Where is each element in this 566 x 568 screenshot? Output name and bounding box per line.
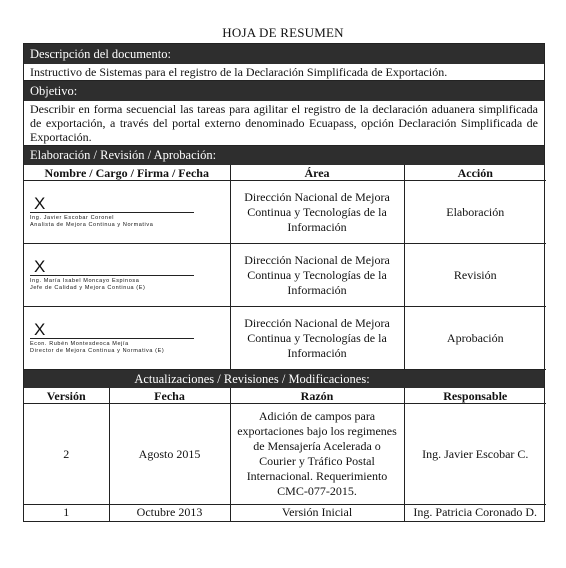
signature-cell	[24, 181, 230, 244]
signer-role: Director de Mejora Continua y Normativa (E)	[30, 348, 165, 354]
signature-line	[30, 275, 194, 276]
elaboracion-header-row	[24, 165, 546, 181]
objetivo-text: Describir en forma secuencial las tareas para agilitar el registro de la declaración aduanera simplificada de exportación, a través del portal externo denominado Ecuapass, opción Declaración Simplificada de Exportación.	[24, 101, 544, 146]
signature-mark: X	[34, 320, 46, 339]
fecha-cell: Octubre 2013	[109, 505, 230, 521]
accion-cell: Aprobación	[404, 307, 546, 370]
signer-role: Analista de Mejora Continua y Normativa	[30, 222, 154, 228]
signer-name: Ing. Javier Escobar Coronel	[30, 215, 115, 221]
column-header: Área	[230, 165, 404, 181]
signature-mark: X	[34, 257, 46, 276]
summary-document	[23, 43, 545, 522]
signature-cell	[24, 307, 230, 370]
area-cell: Dirección Nacional de Mejora Continua y Tecnologías de la Información	[230, 181, 404, 244]
column-header: Acción	[404, 165, 546, 181]
table-row	[24, 244, 546, 307]
actualizaciones-table	[24, 388, 546, 521]
page-title: HOJA DE RESUMEN	[222, 25, 344, 40]
signature-line	[30, 338, 194, 339]
elaboracion-header: Elaboración / Revisión / Aprobación:	[24, 146, 544, 165]
signer-role: Jefe de Calidad y Mejora Continua (E)	[30, 285, 146, 291]
column-header: Responsable	[404, 388, 546, 404]
signer-name: Ing. María Isabel Moncayo Espinosa	[30, 278, 140, 284]
area-cell: Dirección Nacional de Mejora Continua y Tecnologías de la Información	[230, 244, 404, 307]
column-header: Fecha	[109, 388, 230, 404]
descripcion-header: Descripción del documento:	[24, 44, 544, 64]
table-row	[24, 505, 546, 521]
column-header: Nombre / Cargo / Firma / Fecha	[24, 165, 230, 181]
table-row	[24, 404, 546, 505]
responsable-cell: Ing. Javier Escobar C.	[404, 404, 546, 505]
actualizaciones-header-row	[24, 388, 546, 404]
signature-cell	[24, 244, 230, 307]
column-header: Versión	[24, 388, 109, 404]
objetivo-header: Objetivo:	[24, 81, 544, 101]
column-header: Razón	[230, 388, 404, 404]
signature-mark: X	[34, 194, 46, 213]
razon-cell: Versión Inicial	[230, 505, 404, 521]
signer-name: Econ. Rubén Montesdeoca Mejía	[30, 341, 129, 347]
razon-cell: Adición de campos para exportaciones bajo los regimenes de Mensajería Acelerada o Courier y Tráfico Postal Internacional. Requerimiento CMC-077-2015.	[230, 404, 404, 505]
descripcion-text: Instructivo de Sistemas para el registro de la Declaración Simplificada de Exportación.	[24, 64, 544, 81]
signature-line	[30, 212, 194, 213]
table-row	[24, 181, 546, 244]
version-cell: 1	[24, 505, 109, 521]
fecha-cell: Agosto 2015	[109, 404, 230, 505]
accion-cell: Revisión	[404, 244, 546, 307]
responsable-cell: Ing. Patricia Coronado D.	[404, 505, 546, 521]
elaboracion-table	[24, 165, 546, 370]
version-cell: 2	[24, 404, 109, 505]
table-row	[24, 307, 546, 370]
accion-cell: Elaboración	[404, 181, 546, 244]
actualizaciones-header: Actualizaciones / Revisiones / Modificaciones:	[24, 370, 544, 388]
area-cell: Dirección Nacional de Mejora Continua y Tecnologías de la Información	[230, 307, 404, 370]
